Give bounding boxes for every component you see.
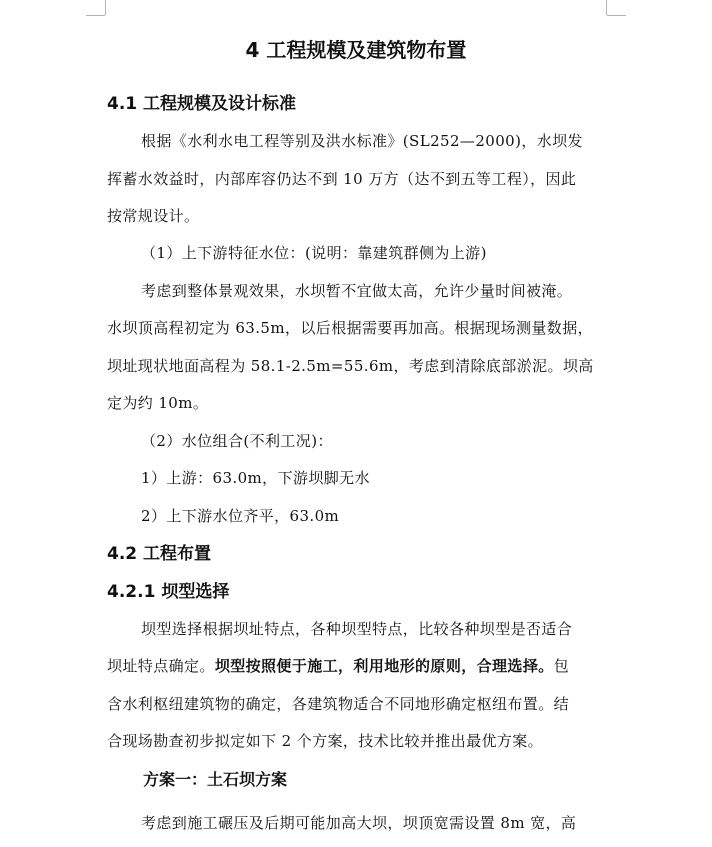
- document-title: 4 工程规模及建筑物布置: [245, 38, 467, 62]
- crop-mark-top-right: [606, 0, 607, 15]
- paragraph-line: 合现场勘查初步拟定如下 2 个方案，技术比较并推出最优方案。: [107, 732, 544, 750]
- paragraph-line: 根据《水利水电工程等别及洪水标准》(SL252—2000)，水坝发: [141, 132, 583, 150]
- paragraph-line: 坝址现状地面高程为 58.1-2.5m=55.6m，考虑到清除底部淤泥。坝高: [107, 357, 594, 375]
- paragraph-line: 坝型选择根据坝址特点，各种坝型特点，比较各种坝型是否适合: [141, 620, 573, 638]
- section-heading-4-1: 4.1 工程规模及设计标准: [107, 94, 297, 114]
- subsection-heading-4-2-1: 4.2.1 坝型选择: [107, 582, 230, 602]
- paragraph-line: 定为约 10m。: [107, 394, 209, 412]
- crop-mark-top-right: [607, 15, 626, 16]
- paragraph-text: 包: [553, 657, 570, 675]
- scheme-heading: 方案一：土石坝方案: [143, 770, 288, 789]
- list-item: 2）上下游水位齐平，63.0m: [141, 507, 340, 525]
- paragraph-line: 含水利枢纽建筑物的确定，各建筑物适合不同地形确定枢纽布置。结: [107, 695, 570, 713]
- paragraph-line: 考虑到施工碾压及后期可能加高大坝，坝顶宽需设置 8m 宽，高: [141, 814, 577, 832]
- paragraph-line: 考虑到整体景观效果，水坝暂不宜做太高，允许少量时间被淹。: [141, 282, 573, 300]
- paragraph-line: 按常规设计。: [107, 207, 200, 225]
- section-heading-4-2: 4.2 工程布置: [107, 544, 212, 564]
- paragraph-bold-text: 坝型按照便于施工，利用地形的原则，合理选择。: [214, 657, 554, 675]
- paragraph-line: 水坝顶高程初定为 63.5m，以后根据需要再加高。根据现场测量数据，: [107, 319, 593, 337]
- paragraph-text: 坝址特点确定。: [107, 657, 215, 675]
- list-item-water-combination: （2）水位组合(不利工况)：: [141, 432, 333, 450]
- crop-mark-top-left: [105, 0, 106, 15]
- crop-mark-top-left: [86, 15, 105, 16]
- paragraph-line: [107, 659, 569, 674]
- list-item-water-level: （1）上下游特征水位：(说明：靠建筑群侧为上游): [141, 244, 487, 262]
- list-item: 1）上游：63.0m，下游坝脚无水: [141, 469, 370, 487]
- paragraph-line: 挥蓄水效益时，内部库容仍达不到 10 万方（达不到五等工程），因此: [107, 170, 577, 188]
